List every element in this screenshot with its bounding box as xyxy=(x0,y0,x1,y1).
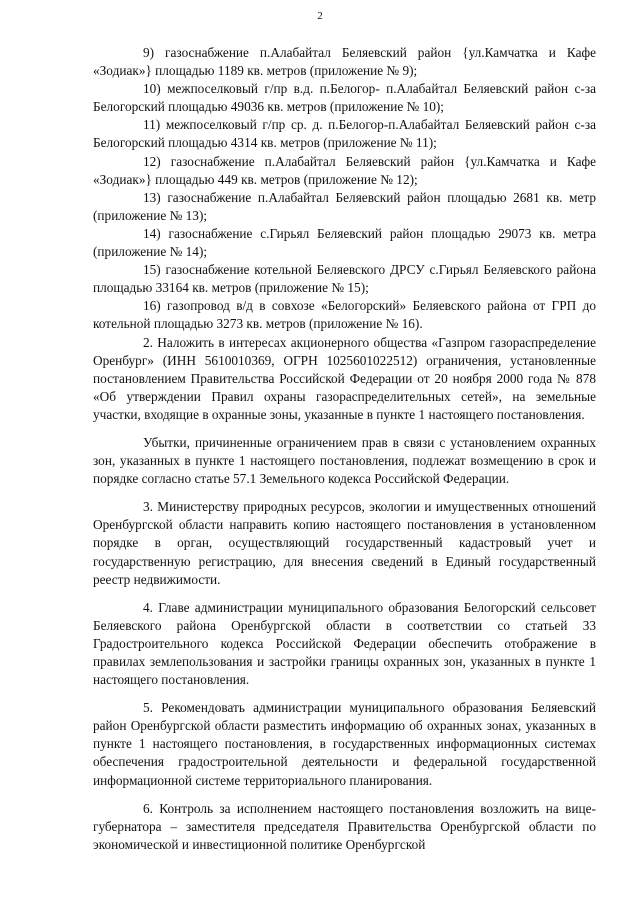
list-item-13: 13) газоснабжение п.Алабайтал Беляевский район площадью 2681 кв. метр (приложение № 13); xyxy=(93,189,596,223)
list-item-12: 12) газоснабжение п.Алабайтал Беляевский район {ул.Камчатка и Кафе «Зодиак»} площадью 449 кв. метров (приложение № 12); xyxy=(93,153,596,187)
list-item-14: 14) газоснабжение с.Гирьял Беляевский район площадью 29073 кв. метра (приложение № 14); xyxy=(93,225,596,260)
document-body xyxy=(93,44,596,854)
list-item-9: 9) газоснабжение п.Алабайтал Беляевский район {ул.Камчатка и Кафе «Зодиак»} площадью 1189 кв. метров (приложение № 9); xyxy=(93,45,596,79)
paragraph-5-recommendation: 5. Рекомендовать администрации муниципального образования Беляевский район Оренбургской области разместить информацию об охранных зонах, указанных в пункте 1 настоящего постановления, в государственных информационных системах обеспечения градостроительной деятельности и федеральной государственной информационной системе территориального планирования. xyxy=(93,700,596,788)
list-item-11: 11) межпоселковый г/пр ср. д. п.Белогор-п.Алабайтал Беляевский район с-за Белогорский площадью 4314 кв. метров (приложение № 11); xyxy=(93,117,596,151)
list-item-10: 10) межпоселковый г/пр в.д. п.Белогор- п.Алабайтал Беляевский район с-за Белогорский площадью 49036 кв. метров (приложение № 10); xyxy=(93,81,596,115)
page-number: 2 xyxy=(317,10,323,22)
paragraph-losses: Убытки, причиненные ограничением прав в связи с установлением охранных зон, указанных в пункте 1 настоящего постановления, подлежат возмещению в срок и порядке согласно статье 57.1 Земельного кодекса Российской Федерации. xyxy=(93,434,596,487)
paragraph-3-ministry: 3. Министерству природных ресурсов, экологии и имущественных отношений Оренбургской области направить копию настоящего постановления в установленном порядке в орган, осуществляющий государственный кадастровый учет и государственную регистрацию, для внесения сведений в Единый государственный реестр недвижимости. xyxy=(93,499,596,587)
paragraph-2-restrictions: 2. Наложить в интересах акционерного общества «Газпром газораспределение Оренбург» (ИНН 5610010369, ОГРН 1025601022512) ограничения, установленные постановлением Правительства Российской Федерации от 20 ноября 2000 года № 878 «Об утверждении Правил охраны газораспределительных сетей», на земельные участки, входящие в охранные зоны, указанные в пункте 1 настоящего постановления. xyxy=(93,334,596,422)
paragraph-4-head-of-administration: 4. Главе администрации муниципального образования Белогорский сельсовет Беляевского района Оренбургской области в соответствии со статьей 33 Градостроительного кодекса Российской Федерации обеспечить отображение в правилах землепользования и застройки границы охранных зон, указанных в пункте 1 настоящего постановления. xyxy=(93,599,596,688)
list-item-16: 16) газопровод в/д в совхозе «Белогорский» Беляевского района от ГРП до котельной площадью 3273 кв. метров (приложение № 16). xyxy=(93,298,596,332)
list-item-15: 15) газоснабжение котельной Беляевского ДРСУ с.Гирьял Беляевского района площадью 33164 кв. метров (приложение № 15); xyxy=(93,262,596,296)
paragraph-6-control: 6. Контроль за исполнением настоящего постановления возложить на вице-губернатора – заместителя председателя Правительства Оренбургской области по экономической и инвестиционной политике Оренбургской xyxy=(93,800,596,852)
